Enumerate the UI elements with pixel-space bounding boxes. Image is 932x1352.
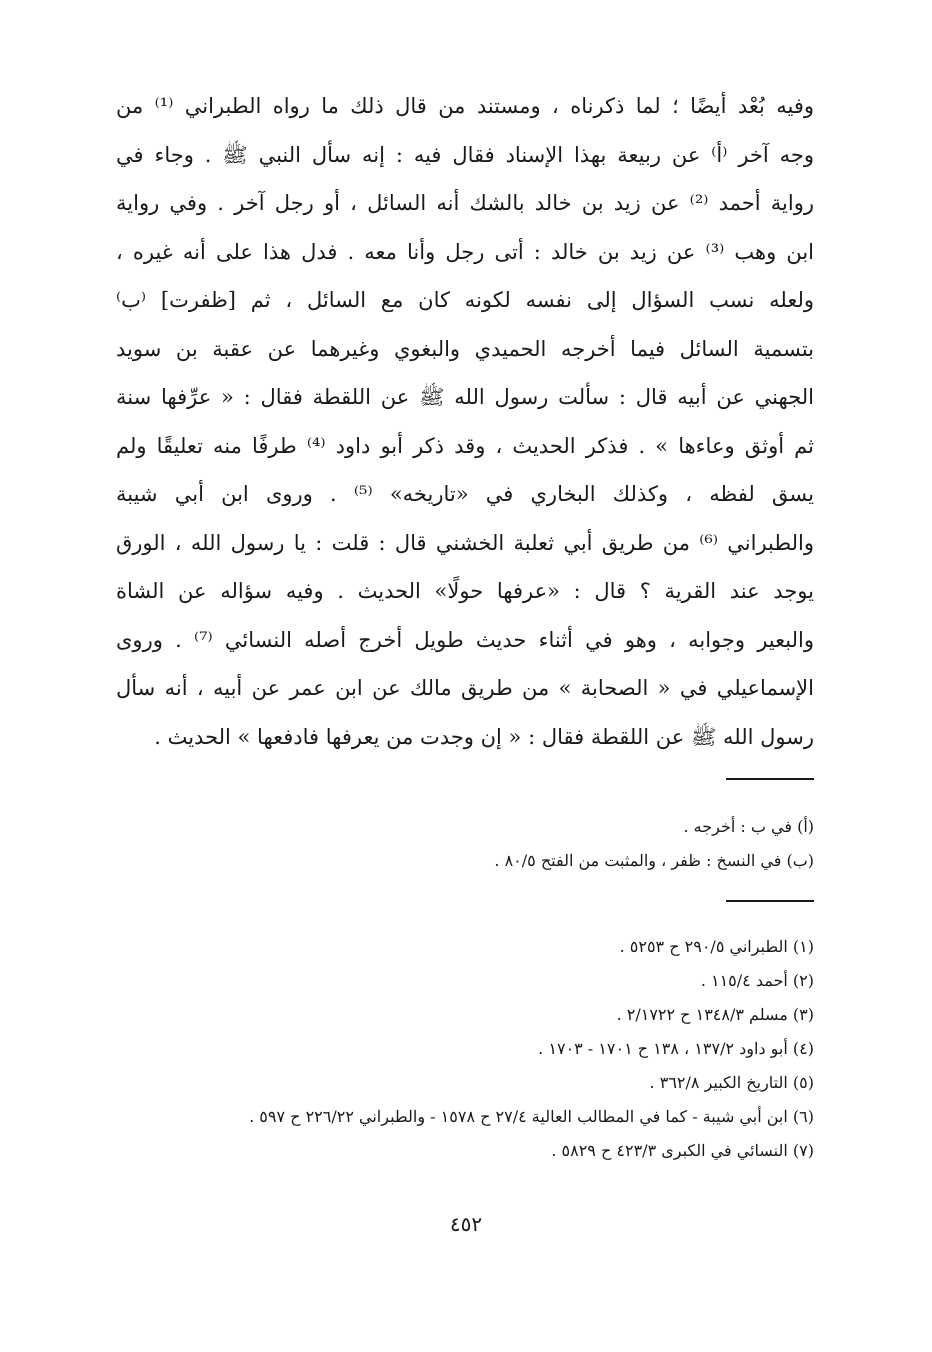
page-number: ٤٥٢ (449, 1212, 483, 1236)
text-line: يوجد عند القرية ؟ قال : «عرفها حولًا» الحديث . وفيه سؤاله عن الشاة (116, 579, 814, 603)
text-line: والطبراني ⁽⁶⁾ من طريق أبي ثعلبة الخشني قال : قلت : يا رسول الله ، الورق (116, 530, 814, 555)
main-text (116, 82, 814, 761)
text-line: ابن وهب ⁽³⁾ عن زيد بن خالد : أتى رجل وأنا معه . فدل هذا على أنه غيره ، (116, 239, 814, 264)
text-line: ثم أوثق وعاءها » . فذكر الحديث ، وقد ذكر أبو داود ⁽⁴⁾ طرفًا منه تعليقًا ولم (116, 433, 814, 458)
footnote: (٢) أحمد ١١٥/٤ . (700, 971, 814, 990)
text-line: بتسمية السائل فيما أخرجه الحميدي والبغوي وغيرهما عن عقبة بن سويد (116, 336, 814, 361)
manuscript-variant-notes (116, 810, 814, 878)
footnote-divider-letters (726, 778, 814, 780)
footnote: (٦) ابن أبي شيبة - كما في المطالب العالية ٢٧/٤ ح ١٥٧٨ - والطبراني ٢٢٦/٢٢ ح ٥٩٧ . (249, 1107, 814, 1126)
text-line: وفيه بُعْد أيضًا ؛ لما ذكرناه ، ومستند من قال ذلك ما رواه الطبراني ⁽¹⁾ من (116, 94, 814, 118)
footnote: (٣) مسلم ١٣٤٨/٣ ح ٢/١٧٢٢ . (616, 1005, 814, 1024)
footnote-divider-numbers (726, 900, 814, 902)
footnote: (٧) النسائي في الكبرى ٤٢٣/٣ ح ٥٨٢٩ . (551, 1141, 814, 1160)
text-line: وجه آخر ⁽أ⁾ عن ربيعة بهذا الإسناد فقال فيه : إنه سأل النبي ﷺ . وجاء في (116, 142, 814, 167)
variant-note: (أ) في ب : أخرجه . (683, 817, 814, 836)
footnote: (٤) أبو داود ١٣٧/٢ ، ١٣٨ ح ١٧٠١ - ١٧٠٣ . (538, 1039, 814, 1058)
text-line: الجهني عن أبيه قال : سألت رسول الله ﷺ عن اللقطة فقال : « عرِّفها سنة (116, 385, 814, 409)
text-line: رواية أحمد ⁽²⁾ عن زيد بن خالد بالشك أنه السائل ، أو رجل آخر . وفي رواية (116, 191, 814, 215)
reference-footnotes (116, 930, 814, 1168)
variant-note: (ب) في النسخ : ظفر ، والمثبت من الفتح ٨٠/٥ . (494, 851, 814, 870)
footnote: (٥) التاريخ الكبير ٣٦٢/٨ . (649, 1073, 814, 1092)
text-line: رسول الله ﷺ عن اللقطة فقال : « إن وجدت من يعرفها فادفعها » الحديث . (154, 724, 814, 749)
footnote: (١) الطبراني ٢٩٠/٥ ح ٥٢٥٣ . (619, 937, 814, 956)
text-line: ولعله نسب السؤال إلى نفسه لكونه كان مع السائل ، ثم [ظفرت] ⁽ب⁾ (116, 288, 814, 312)
text-line: يسق لفظه ، وكذلك البخاري في «تاريخه» ⁽⁵⁾ . وروى ابن أبي شيبة (116, 482, 814, 506)
text-line: الإسماعيلي في « الصحابة » من طريق مالك عن ابن عمر عن أبيه ، أنه سأل (116, 676, 814, 700)
text-line: والبعير وجوابه ، وهو في أثناء حديث طويل أخرج أصله النسائي ⁽⁷⁾ . وروى (116, 627, 814, 652)
